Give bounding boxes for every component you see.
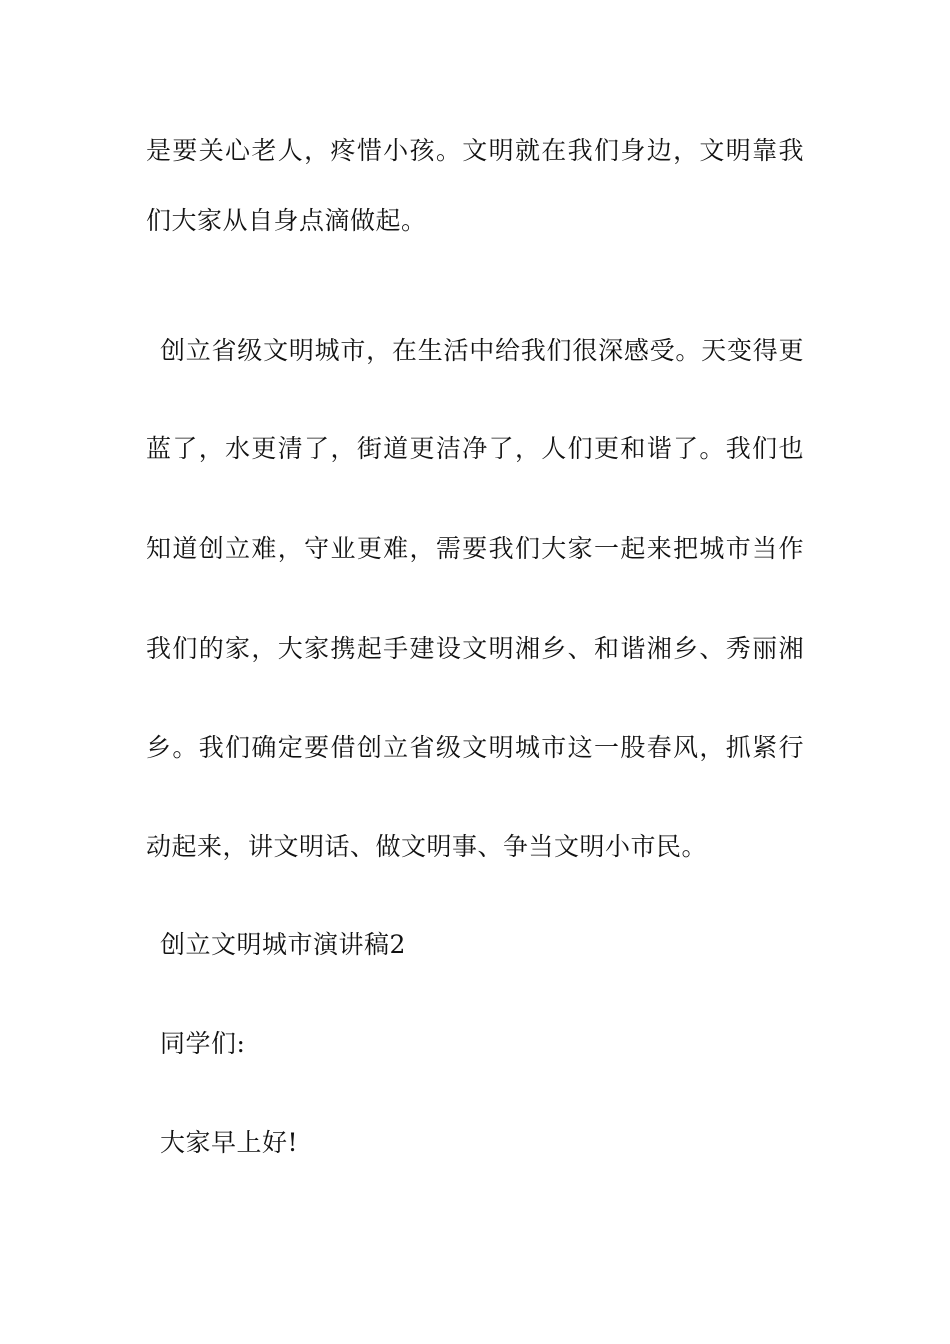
salutation: 同学们: (160, 1029, 246, 1058)
text-line: 乡。我们确定要借创立省级文明城市这一股春风，抓紧行 (146, 733, 804, 762)
greeting: 大家早上好! (160, 1128, 299, 1157)
text-line: 蓝了，水更清了，街道更洁净了，人们更和谐了。我们也 (146, 434, 804, 463)
text-line: 创立省级文明城市，在生活中给我们很深感受。天变得更 (160, 336, 804, 365)
text-line: 动起来，讲文明话、做文明事、争当文明小市民。 (146, 832, 708, 861)
text-line: 我们的家，大家携起手建设文明湘乡、和谐湘乡、秀丽湘 (146, 634, 804, 663)
text-line: 们大家从自身点滴做起。 (146, 206, 427, 235)
section-title: 创立文明城市演讲稿2 (160, 930, 406, 959)
text-line: 知道创立难，守业更难，需要我们大家一起来把城市当作 (146, 534, 804, 563)
text-line: 是要关心老人，疼惜小孩。文明就在我们身边，文明靠我 (146, 136, 804, 165)
